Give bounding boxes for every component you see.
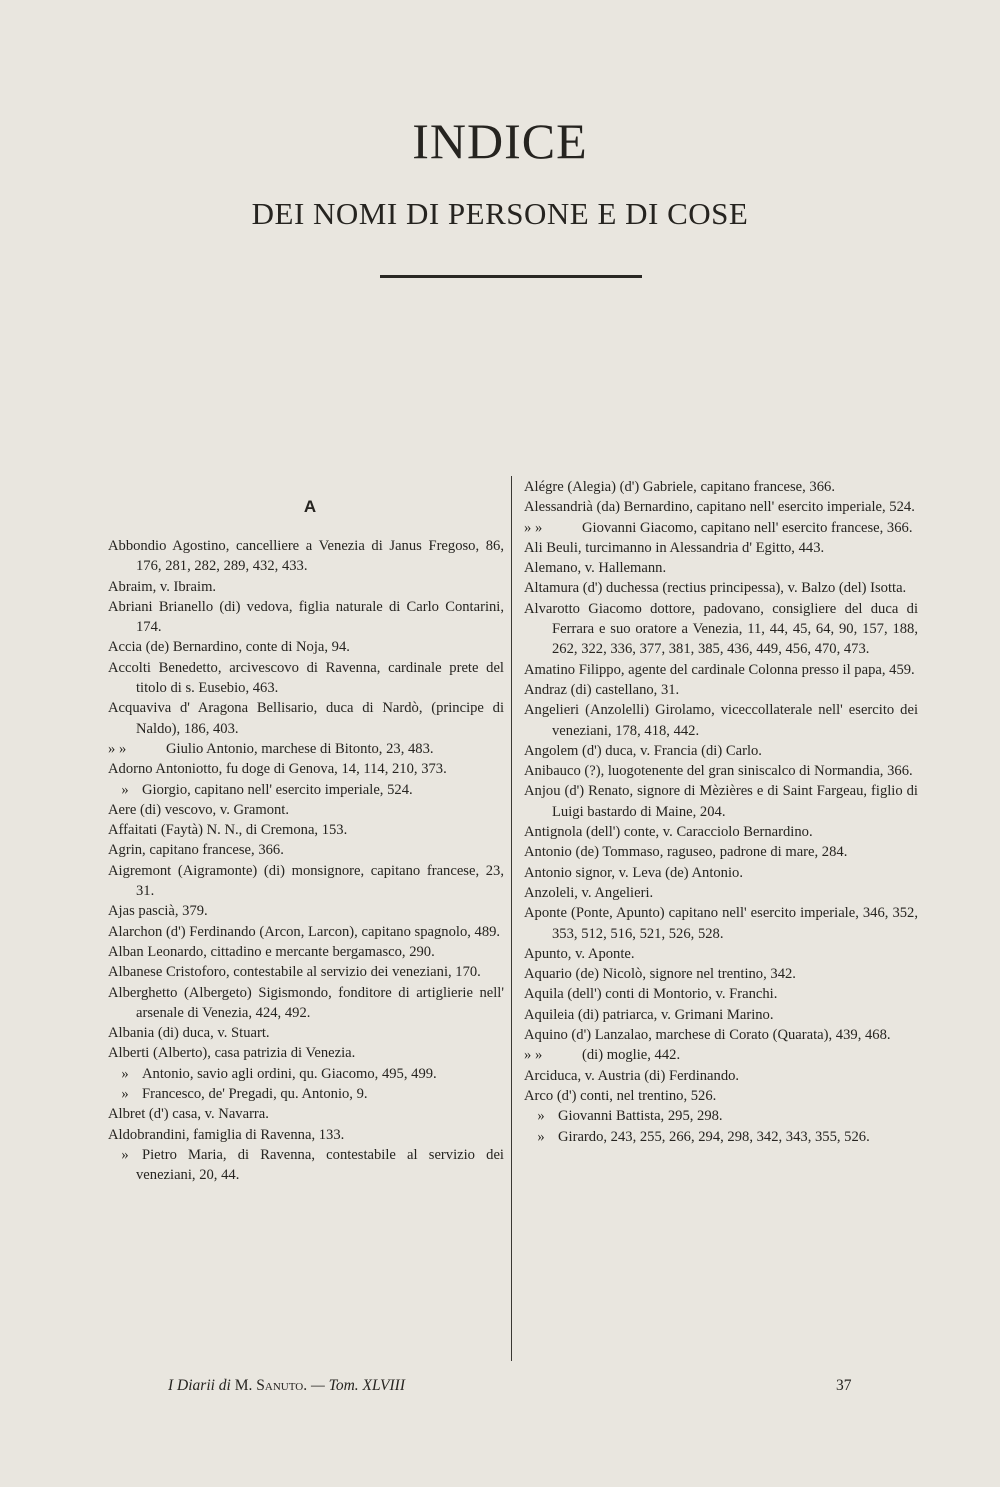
footer-dash: — bbox=[310, 1377, 325, 1394]
index-entry-text: Albanese Cristoforo, contestabile al servizio dei veneziani, 170. bbox=[108, 964, 481, 981]
index-entry-text: Alberti (Alberto), casa patrizia di Venezia. bbox=[108, 1045, 356, 1062]
index-entry-text: Giulio Antonio, marchese di Bitonto, 23, 483. bbox=[166, 740, 434, 757]
index-entry-text: Abriani Brianello (di) vedova, figlia naturale di Carlo Contarini, 174. bbox=[108, 598, 504, 636]
index-entry-text: Aquino (d') Lanzalao, marchese di Corato (Quarata), 439, 468. bbox=[524, 1027, 891, 1044]
running-footer bbox=[168, 1377, 405, 1395]
index-entry bbox=[108, 1023, 504, 1043]
index-entry-text: Altamura (d') duchessa (rectius principessa), v. Balzo (del) Isotta. bbox=[524, 580, 907, 597]
column-divider bbox=[511, 476, 512, 1361]
index-entry-text: Ajas pascià, 379. bbox=[108, 903, 208, 920]
index-entry bbox=[524, 944, 918, 964]
index-entry bbox=[108, 597, 504, 638]
index-entry bbox=[524, 1066, 918, 1086]
page-number: 37 bbox=[836, 1377, 852, 1394]
index-entry-text: Albret (d') casa, v. Navarra. bbox=[108, 1106, 269, 1123]
ditto-mark: » bbox=[121, 1146, 129, 1163]
index-entry-text: Alberghetto (Albergeto) Sigismondo, fonditore di artiglierie nell' arsenale di Venezia, 424, 492. bbox=[108, 984, 504, 1021]
index-entry-text: Aere (di) vescovo, v. Gramont. bbox=[108, 801, 290, 818]
index-entry-text: Albania (di) duca, v. Stuart. bbox=[108, 1025, 270, 1042]
ditto-mark: » bbox=[537, 1128, 545, 1145]
index-column-right bbox=[524, 477, 918, 1147]
index-entry bbox=[108, 962, 504, 982]
index-entry bbox=[108, 1145, 504, 1186]
ditto-mark: » bbox=[537, 1108, 545, 1125]
index-entry-text: Accolti Benedetto, arcivescovo di Ravenna, cardinale prete del titolo di s. Eusebio, 463. bbox=[108, 659, 504, 697]
index-entry-text: Antonio signor, v. Leva (de) Antonio. bbox=[524, 864, 743, 881]
index-entry bbox=[524, 1127, 918, 1147]
index-entry-text: Abraim, v. Ibraim. bbox=[108, 578, 217, 595]
page-title: INDICE bbox=[412, 113, 588, 169]
index-entry bbox=[108, 983, 504, 1024]
section-letter: A bbox=[303, 497, 317, 516]
index-entry bbox=[524, 781, 918, 822]
index-entry bbox=[108, 942, 504, 962]
index-entry-text: Abbondio Agostino, cancelliere a Venezia di Janus Fregoso, 86, 176, 281, 282, 289, 432, 433. bbox=[108, 538, 504, 575]
index-entry-text: Angolem (d') duca, v. Francia (di) Carlo. bbox=[524, 742, 762, 759]
index-entry-text: Alemano, v. Hallemann. bbox=[524, 560, 667, 577]
index-entry bbox=[108, 577, 504, 597]
index-entry bbox=[108, 922, 504, 942]
footer-prefix: I Diarii di bbox=[168, 1377, 231, 1394]
index-entry-text: Alarchon (d') Ferdinando (Arcon, Larcon), capitano spagnolo, 489. bbox=[108, 923, 501, 940]
index-entry bbox=[524, 883, 918, 903]
index-entry-text: Aigremont (Aigramonte) (di) monsignore, capitano francese, 23, 31. bbox=[108, 862, 504, 900]
index-entry bbox=[524, 741, 918, 761]
index-entry bbox=[108, 800, 504, 820]
index-entry bbox=[108, 780, 504, 800]
index-entry-text: Anzoleli, v. Angelieri. bbox=[524, 884, 654, 901]
page-subtitle: DEI NOMI DI PERSONE E DI COSE bbox=[251, 196, 749, 231]
index-entry bbox=[108, 759, 504, 779]
index-entry bbox=[524, 680, 918, 700]
index-entry bbox=[524, 518, 918, 538]
index-entry-text: Antonio, savio agli ordini, qu. Giacomo, 495, 499. bbox=[142, 1065, 437, 1082]
index-entry bbox=[524, 700, 918, 741]
index-entry-text: Agrin, capitano francese, 366. bbox=[108, 842, 284, 859]
index-entry bbox=[524, 558, 918, 578]
index-entry-text: Alban Leonardo, cittadino e mercante bergamasco, 290. bbox=[108, 943, 435, 960]
index-entry bbox=[524, 984, 918, 1004]
index-entry bbox=[524, 1005, 918, 1025]
index-entry-text: Affaitati (Faytà) N. N., di Cremona, 153. bbox=[108, 822, 348, 839]
index-entry-text: Arco (d') conti, nel trentino, 526. bbox=[524, 1087, 717, 1104]
index-entry bbox=[524, 842, 918, 862]
index-entry-text: (di) moglie, 442. bbox=[582, 1047, 681, 1064]
index-entry bbox=[108, 1043, 504, 1063]
title-rule bbox=[380, 275, 642, 278]
index-entry bbox=[524, 1045, 918, 1065]
index-entry bbox=[524, 477, 918, 497]
index-entry-text: Giovanni Giacomo, capitano nell' esercito francese, 366. bbox=[582, 519, 913, 536]
index-entry-text: Pietro Maria, di Ravenna, contestabile al servizio dei veneziani, 20, 44. bbox=[136, 1146, 504, 1184]
ditto-mark: » bbox=[121, 781, 129, 798]
index-entry bbox=[524, 538, 918, 558]
index-entry bbox=[524, 497, 918, 517]
index-entry-text: Aponte (Ponte, Apunto) capitano nell' esercito imperiale, 346, 352, 353, 512, 516, 521, 526, 528. bbox=[524, 905, 918, 942]
index-entry bbox=[524, 761, 918, 781]
index-entry bbox=[108, 739, 504, 759]
index-entry bbox=[108, 861, 504, 902]
index-entry-text: Girardo, 243, 255, 266, 294, 298, 342, 343, 355, 526. bbox=[558, 1128, 870, 1145]
index-entry bbox=[108, 637, 504, 657]
index-entry bbox=[524, 822, 918, 842]
footer-volume: Tom. XLVIII bbox=[328, 1377, 405, 1394]
index-entry-text: Aquila (dell') conti di Montorio, v. Franchi. bbox=[524, 986, 778, 1003]
index-entry-text: Amatino Filippo, agente del cardinale Colonna presso il papa, 459. bbox=[524, 661, 915, 678]
index-entry-text: Francesco, de' Pregadi, qu. Antonio, 9. bbox=[142, 1086, 368, 1103]
index-entry bbox=[108, 901, 504, 921]
index-entry bbox=[524, 599, 918, 660]
index-entry-text: Aldobrandini, famiglia di Ravenna, 133. bbox=[108, 1126, 345, 1143]
index-entry bbox=[524, 863, 918, 883]
index-entry-text: Arciduca, v. Austria (di) Ferdinando. bbox=[524, 1067, 740, 1084]
index-entry bbox=[524, 1025, 918, 1045]
index-entry bbox=[108, 536, 504, 577]
index-entry-text: Acquaviva d' Aragona Bellisario, duca di Nardò, (principe di Naldo), 186, 403. bbox=[108, 700, 504, 737]
index-entry bbox=[524, 578, 918, 598]
ditto-mark: » » bbox=[108, 740, 127, 757]
index-entry-text: Adorno Antoniotto, fu doge di Genova, 14, 114, 210, 373. bbox=[108, 761, 447, 778]
ditto-mark: » bbox=[121, 1065, 129, 1082]
index-entry bbox=[108, 820, 504, 840]
index-entry-text: Alessandrià (da) Bernardino, capitano nell' esercito imperiale, 524. bbox=[524, 499, 915, 516]
footer-author: M. Sanuto. bbox=[234, 1377, 308, 1394]
index-entry-text: Antignola (dell') conte, v. Caracciolo Bernardino. bbox=[524, 824, 813, 841]
index-entry-text: Giovanni Battista, 295, 298. bbox=[558, 1108, 723, 1125]
index-entry bbox=[108, 1125, 504, 1145]
index-entry bbox=[108, 840, 504, 860]
index-entry bbox=[524, 1106, 918, 1126]
index-entry-text: Giorgio, capitano nell' esercito imperiale, 524. bbox=[142, 781, 413, 798]
index-entry bbox=[524, 964, 918, 984]
ditto-mark: » bbox=[121, 1086, 129, 1103]
index-entry-text: Ali Beuli, turcimanno in Alessandria d' Egitto, 443. bbox=[524, 539, 825, 556]
index-entry bbox=[108, 1084, 504, 1104]
index-entry-text: Apunto, v. Aponte. bbox=[524, 945, 635, 962]
index-entry-text: Alégre (Alegia) (d') Gabriele, capitano francese, 366. bbox=[524, 479, 835, 495]
index-entry bbox=[524, 660, 918, 680]
index-column-left bbox=[108, 536, 504, 1186]
index-entry bbox=[108, 1064, 504, 1084]
index-entry bbox=[108, 658, 504, 699]
index-entry-text: Alvarotto Giacomo dottore, padovano, consigliere del duca di Ferrara e suo oratore a Venezia, 11, 44, 45, 64, 90, 157, 188, 262, 322, 336, 377, 381, 385, 436, 449, 456, 470, 473. bbox=[524, 600, 918, 658]
index-entry bbox=[524, 903, 918, 944]
index-entry bbox=[108, 698, 504, 739]
index-entry-text: Accia (de) Bernardino, conte di Noja, 94. bbox=[108, 639, 350, 656]
index-entry-text: Anjou (d') Renato, signore di Mèzières e di Saint Fargeau, figlio di Luigi bastardo di Maine, 204. bbox=[524, 783, 918, 820]
index-entry bbox=[524, 1086, 918, 1106]
index-entry-text: Aquileia (di) patriarca, v. Grimani Marino. bbox=[524, 1006, 774, 1023]
index-entry-text: Angelieri (Anzolelli) Girolamo, viceccollaterale nell' esercito dei veneziani, 178, 418, 442. bbox=[524, 702, 918, 739]
index-entry bbox=[108, 1104, 504, 1124]
ditto-mark: » » bbox=[524, 1047, 543, 1064]
index-entry-text: Andraz (di) castellano, 31. bbox=[524, 681, 680, 698]
index-entry-text: Antonio (de) Tommaso, raguseo, padrone di mare, 284. bbox=[524, 844, 848, 861]
ditto-mark: » » bbox=[524, 519, 543, 536]
index-entry-text: Aquario (de) Nicolò, signore nel trentino, 342. bbox=[524, 966, 796, 983]
index-entry-text: Anibauco (?), luogotenente del gran siniscalco di Normandia, 366. bbox=[524, 763, 913, 780]
